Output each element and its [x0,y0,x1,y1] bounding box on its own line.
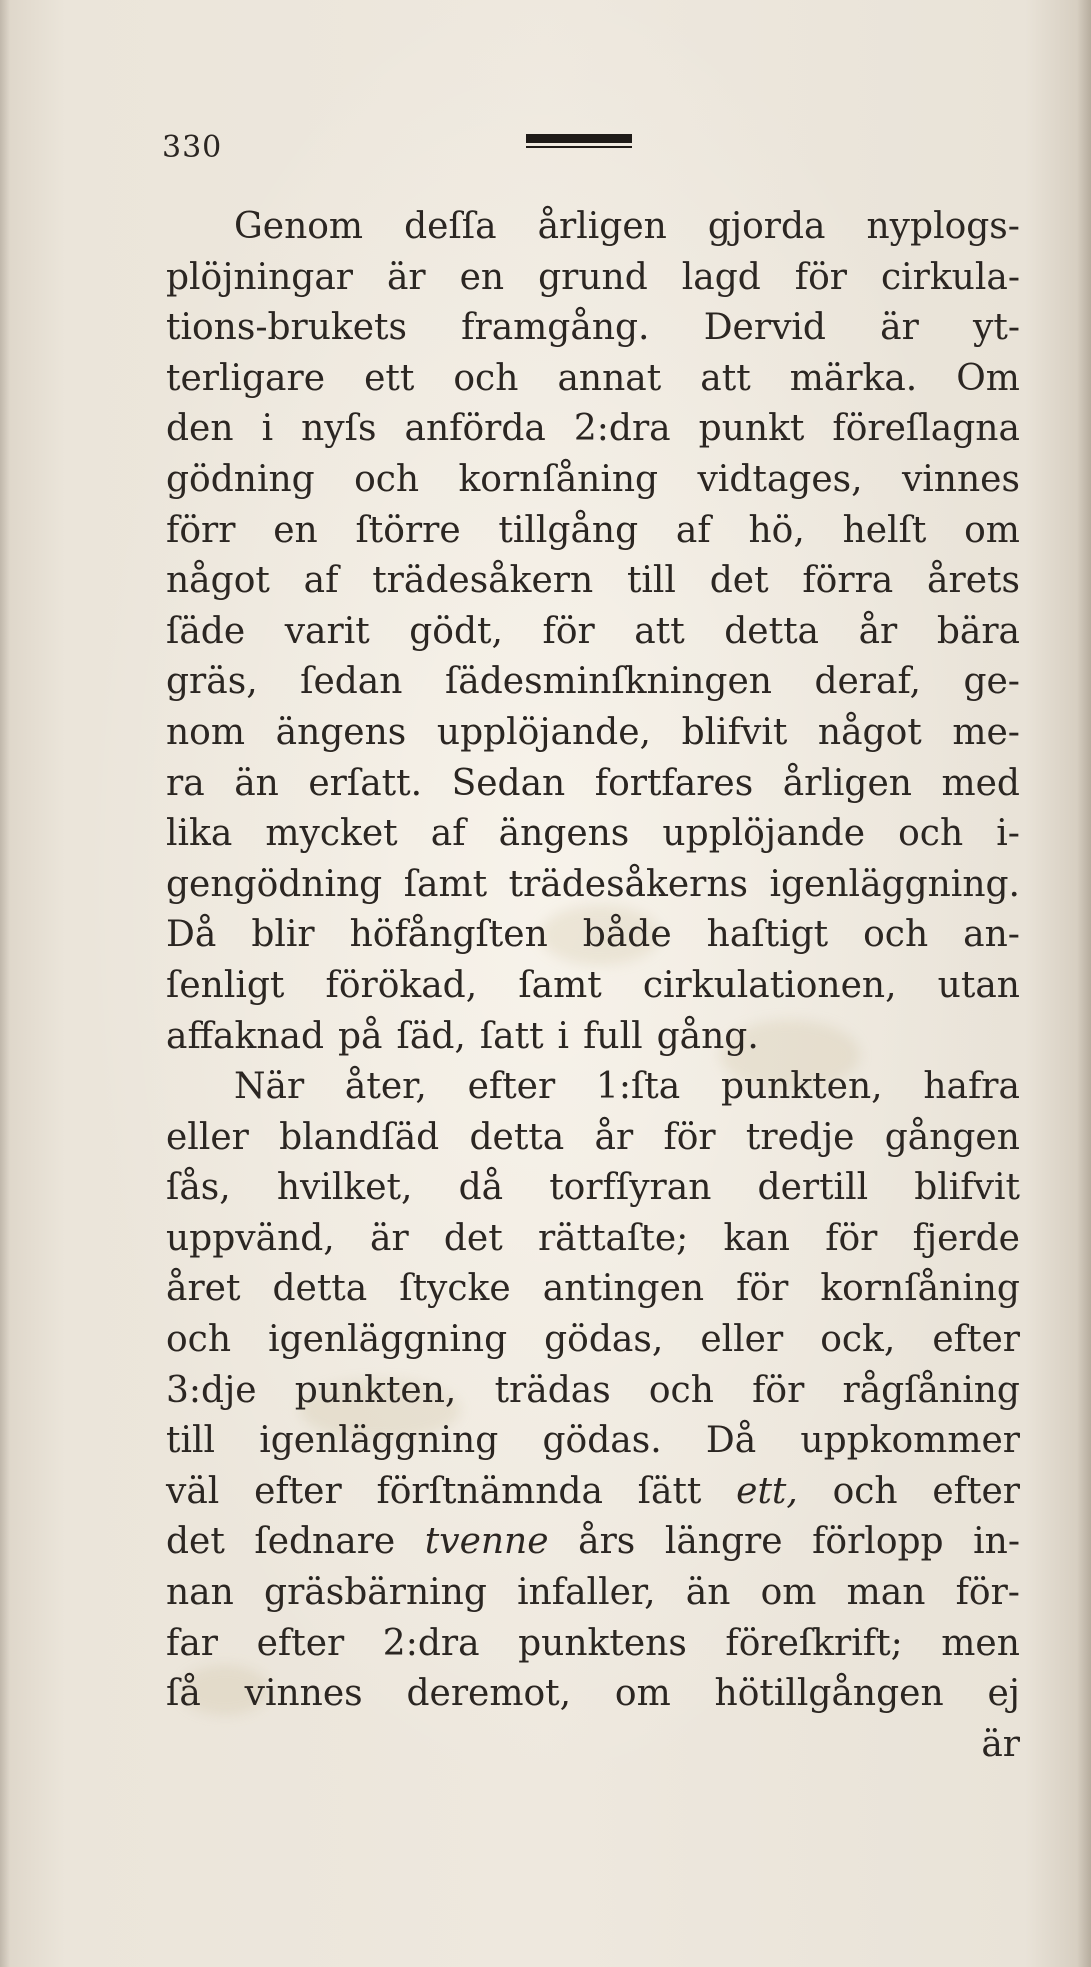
word: något [817,711,922,753]
word: igenläggning [268,1319,508,1361]
word: blir [251,914,315,956]
page-header [162,128,682,168]
word: förra [802,560,894,602]
word: ra [166,762,205,804]
word: i [261,408,274,450]
word: anförda [404,408,546,450]
word: framgång. [461,307,650,349]
word: förſtnämnda [376,1470,603,1512]
word: Då [166,914,217,956]
word: hafra [923,1066,1020,1108]
word: år [594,1116,634,1158]
word: infaller, [517,1572,656,1614]
word: eller [166,1116,249,1158]
word: nan [166,1572,234,1614]
word: till [166,1420,216,1462]
word: och [863,914,929,956]
word: lika [166,813,233,855]
word: cirkulationen, [642,964,897,1006]
word: kornſåning [458,458,659,500]
word: gödt, [409,610,503,652]
word: fjerde [912,1217,1020,1259]
word: förr [166,509,236,551]
word: ſäde [166,610,246,652]
word: förökad, [325,964,478,1006]
word: för [542,610,595,652]
word: än [234,762,279,804]
text-line [166,1214,1020,1265]
word: cirkula- [880,256,1020,298]
word: vinnes [244,1673,363,1715]
word: ej [987,1673,1020,1715]
word: är [369,1217,409,1259]
word: tvenne [424,1521,549,1563]
word: 2:dra [573,408,671,450]
word: rättaſte; [537,1217,689,1259]
word: vinnes [901,458,1020,500]
text-line [166,303,1020,354]
word: kan [723,1217,790,1259]
word: efter [467,1066,556,1108]
header-ornament-rule [526,134,632,150]
word: detta [272,1268,368,1310]
word: längre [664,1521,783,1563]
word: om [760,1572,817,1614]
word: ſenligt [166,964,285,1006]
word: att [700,357,751,399]
word: och [354,458,420,500]
word: årligen [537,206,667,247]
word: helſt [842,509,927,551]
word: gången [884,1116,1020,1158]
word: gödas. [542,1420,662,1462]
word: gödning [166,458,315,500]
word: i- [996,813,1020,855]
word: för [794,256,847,298]
word: dertill [757,1167,869,1209]
word: åter, [344,1066,427,1108]
word: antingen [542,1268,705,1310]
word: uppvänd, [166,1217,335,1259]
word: märka. [789,357,918,399]
word: på [338,1015,383,1057]
word: ett, [736,1470,798,1512]
word: utan [937,964,1020,1006]
text-line [166,1366,1020,1417]
word: ängens [275,711,407,753]
word: för [825,1217,878,1259]
word: varit [284,610,370,652]
word: ſedan [300,661,403,703]
word: en [459,256,505,298]
word: af [303,560,339,602]
text-line [166,202,1020,253]
text-line [166,1264,1020,1315]
word: terligare [166,357,326,399]
word: blifvit [681,711,788,753]
word: förlopp [812,1521,944,1563]
word: ett [364,357,415,399]
word: en [273,509,318,551]
word: nyſs [301,408,377,450]
word: Sedan [451,762,566,804]
word: affaknad [166,1015,325,1057]
text-line [166,809,1020,860]
word: man [846,1572,926,1614]
word: rågſåning [842,1369,1020,1411]
word: för- [955,1572,1020,1614]
word: efter [932,1319,1020,1361]
word: ſtörre [355,509,461,551]
word: ock, [820,1319,896,1361]
word: både [582,914,672,956]
catchword: är [981,1723,1020,1765]
word: eller [700,1319,784,1361]
word: 2:dra [382,1622,480,1664]
word: ſamt [518,964,602,1006]
text-line [166,657,1020,708]
word: ſäd, [396,1015,466,1057]
word: föreſkrift; [725,1622,903,1664]
word: än [685,1572,731,1614]
word: annat [557,357,662,399]
word: detta [469,1116,565,1158]
word: När [234,1066,305,1108]
text-line [166,506,1020,557]
word: blandſäd [279,1116,440,1158]
word: till [626,560,676,602]
word: ſädesminſkningen [444,661,772,703]
text-line [166,1012,1020,1063]
word: och [453,357,519,399]
word: uppkommer [800,1420,1020,1462]
word: det [709,560,769,602]
text-line [166,910,1020,961]
word: höfångſten [349,914,548,956]
word: an- [963,914,1020,956]
word: gengödning [166,863,383,905]
page-left-shadow [0,0,10,1967]
text-line [166,1416,1020,1467]
catchword-row [166,1720,1020,1771]
word: med [941,762,1020,804]
word: trädesåkern [372,560,594,602]
text-line [166,860,1020,911]
word: punkten, [294,1369,457,1411]
text-line [166,1467,1020,1518]
word: gräs, [166,661,258,703]
word: Genom [234,206,364,247]
word: gödas, [544,1319,664,1361]
word: årligen [782,762,912,804]
text-line [166,1568,1020,1619]
word: är [880,307,919,349]
word: hvilket, [276,1167,413,1209]
word: den [166,408,234,450]
word: om [964,509,1020,551]
text-line [166,1619,1020,1670]
text-line [166,404,1020,455]
word: efter [254,1470,342,1512]
word: för [736,1268,789,1310]
word: ſtycke [399,1268,511,1310]
word: vidtages, [697,458,863,500]
word: väl [166,1470,220,1512]
text-line [166,1113,1020,1164]
body-text [166,202,1020,1770]
word: det [166,1521,225,1563]
word: något [166,560,270,602]
word: fortfares [594,762,754,804]
page-right-shadow [1077,0,1091,1967]
word: är [386,256,426,298]
word: föreſlagna [832,408,1020,450]
word: efter [256,1622,345,1664]
word: punkt [698,408,805,450]
word: deſſa [404,206,497,247]
word: mycket [265,813,398,855]
word: in- [973,1521,1020,1563]
word: efter [932,1470,1020,1512]
word: ſås, [166,1167,231,1209]
word: blifvit [914,1167,1020,1209]
word: lagd [681,256,761,298]
word: ſå [166,1673,201,1715]
word: punktens [518,1622,687,1664]
text-line [166,1517,1020,1568]
text-line [166,354,1020,405]
word: trädas [494,1369,611,1411]
text-line [166,607,1020,658]
word: upplöjande, [436,711,651,753]
text-line [166,961,1020,1012]
word: Dervid [703,307,826,349]
word: detta [724,610,820,652]
word: igenläggning. [769,863,1020,905]
word: gång. [656,1015,759,1057]
word: tions-brukets [166,307,407,349]
word: år [858,610,898,652]
word: nom [166,711,245,753]
word: trädesåkerns [508,863,749,905]
word: af [430,813,466,855]
word: Då [705,1420,757,1462]
word: far [166,1622,218,1664]
word: men [941,1622,1020,1664]
text-line [166,1669,1020,1720]
word: ſatt [479,1015,544,1057]
word: bära [936,610,1020,652]
word: tillgång [498,509,639,551]
word: och [898,813,964,855]
word: och [832,1470,898,1512]
word: att [634,610,685,652]
word: kornſåning [820,1268,1020,1310]
word: året [166,1268,241,1310]
word: och [166,1319,232,1361]
word: erſatt. [308,762,423,804]
word: deremot, [406,1673,572,1715]
text-line [166,1315,1020,1366]
word: det [443,1217,503,1259]
word: af [675,509,711,551]
word: års [578,1521,636,1563]
text-line [166,1163,1020,1214]
word: plöjningar [166,256,353,298]
word: och [648,1369,714,1411]
word: 1:ſta [595,1066,681,1108]
word: ängens [498,813,630,855]
word: haſtigt [706,914,829,956]
page-number: 330 [162,130,223,165]
word: grund [538,256,648,298]
word: punkten, [720,1066,883,1108]
word: ſamt [403,863,488,905]
text-line [166,253,1020,304]
word: ſednare [254,1521,396,1563]
word: upplöjande [662,813,866,855]
word: tredje [745,1116,855,1158]
word: me- [952,711,1020,753]
word: deraf, [814,661,921,703]
word: om [614,1673,671,1715]
word: yt- [973,307,1020,349]
text-line [166,759,1020,810]
word: 3:dje [166,1369,257,1411]
word: full [583,1015,643,1057]
word: årets [927,560,1020,602]
word: ſätt [637,1470,702,1512]
word: för [752,1369,805,1411]
word: hötillgången [714,1673,944,1715]
text-line [166,1062,1020,1113]
text-line [166,455,1020,506]
word: i [557,1015,570,1057]
word: Om [956,357,1020,399]
word: igenläggning [259,1420,499,1462]
text-line [166,556,1020,607]
word: för [663,1116,716,1158]
word: torfſyran [549,1167,712,1209]
word: hö, [748,509,805,551]
text-line [166,708,1020,759]
word: gjorda [707,206,826,247]
word: nyplogs- [866,206,1020,247]
word: då [458,1167,504,1209]
word: gräsbärning [264,1572,487,1614]
word: ge- [963,661,1020,703]
